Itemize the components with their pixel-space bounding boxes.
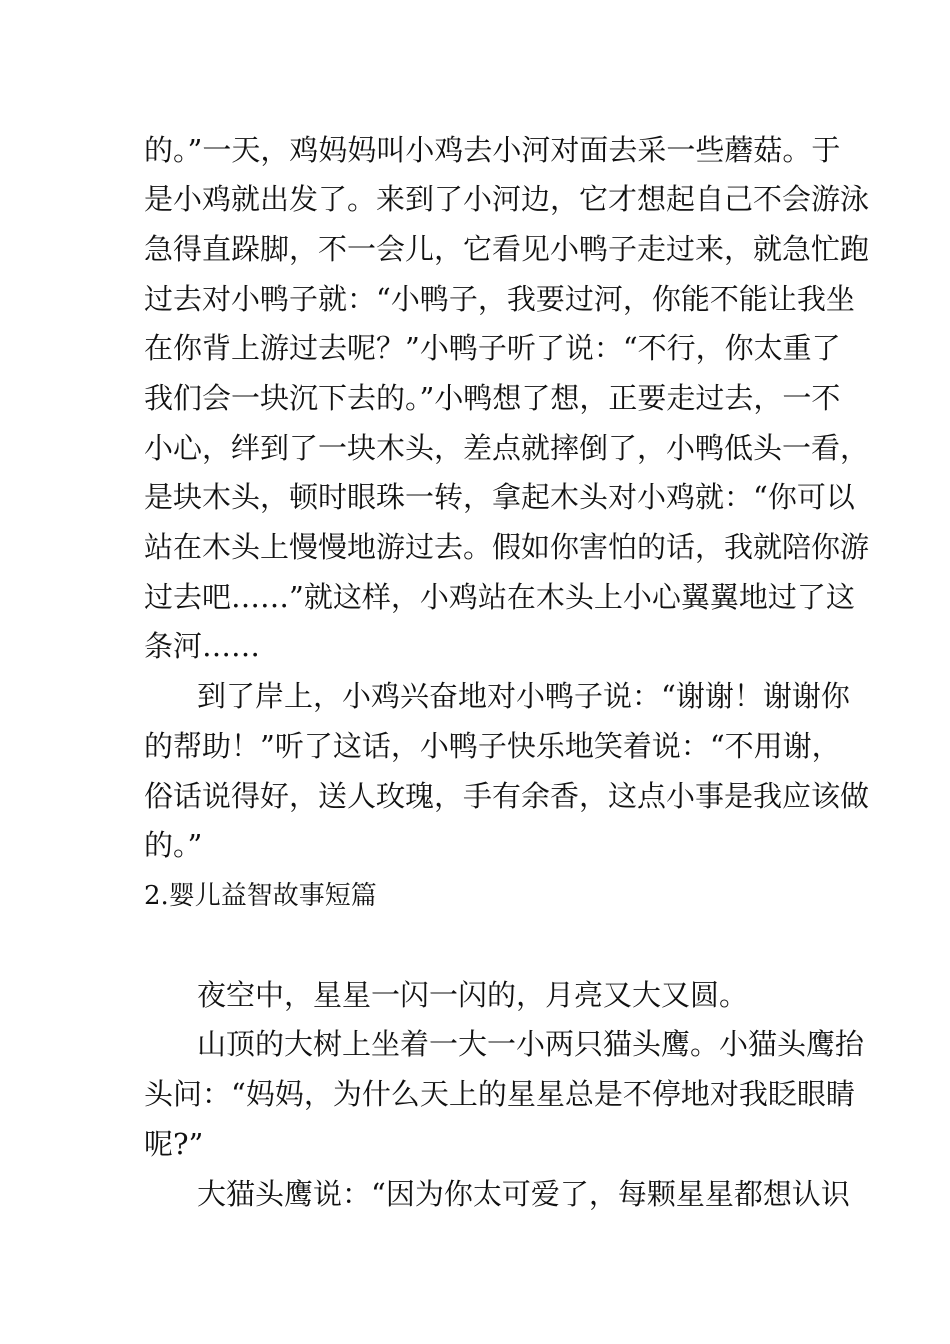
paragraph-line: 夜空中，星星一闪一闪的，月亮又大又圆。 bbox=[197, 978, 749, 1012]
section-heading: 2.婴儿益智故事短篇 bbox=[144, 881, 377, 911]
paragraph-line: 我们会一块沉下去的。”小鸭想了想，正要走过去，一不 bbox=[144, 381, 841, 415]
paragraph-line: 的帮助！”听了这话，小鸭子快乐地笑着说：“不用谢， bbox=[144, 729, 841, 763]
paragraph-line: 过去吧……”就这样，小鸡站在木头上小心翼翼地过了这 bbox=[144, 580, 855, 614]
paragraph-line: 急得直跺脚，不一会儿，它看见小鸭子走过来，就急忙跑 bbox=[144, 232, 870, 266]
paragraph-line: 呢?” bbox=[144, 1127, 204, 1161]
paragraph-line: 的。” bbox=[144, 828, 203, 862]
paragraph-line: 山顶的大树上坐着一大一小两只猫头鹰。小猫头鹰抬 bbox=[197, 1027, 865, 1061]
paragraph-line: 俗话说得好，送人玫瑰，手有余香，这点小事是我应该做 bbox=[144, 779, 870, 813]
paragraph-line: 是小鸡就出发了。来到了小河边，它才想起自己不会游泳 bbox=[144, 182, 870, 216]
paragraph-line: 的。”一天，鸡妈妈叫小鸡去小河对面去采一些蘑菇。于 bbox=[144, 133, 841, 167]
paragraph-line: 头问：“妈妈，为什么天上的星星总是不停地对我眨眼睛 bbox=[144, 1077, 855, 1111]
paragraph-line: 条河…… bbox=[144, 629, 261, 663]
paragraph-line: 小心，绊到了一块木头，差点就摔倒了，小鸭低头一看， bbox=[144, 431, 870, 465]
paragraph-line: 是块木头，顿时眼珠一转，拿起木头对小鸡就：“你可以 bbox=[144, 480, 855, 514]
paragraph-line: 大猫头鹰说：“因为你太可爱了，每颗星星都想认识 bbox=[197, 1177, 850, 1211]
paragraph-line: 站在木头上慢慢地游过去。假如你害怕的话，我就陪你游 bbox=[144, 530, 870, 564]
paragraph-line: 到了岸上，小鸡兴奋地对小鸭子说：“谢谢！谢谢你 bbox=[197, 679, 850, 713]
paragraph-line: 过去对小鸭子就：“小鸭子，我要过河，你能不能让我坐 bbox=[144, 282, 855, 316]
paragraph-line: 在你背上游过去呢？”小鸭子听了说：“不行，你太重了 bbox=[144, 331, 841, 365]
